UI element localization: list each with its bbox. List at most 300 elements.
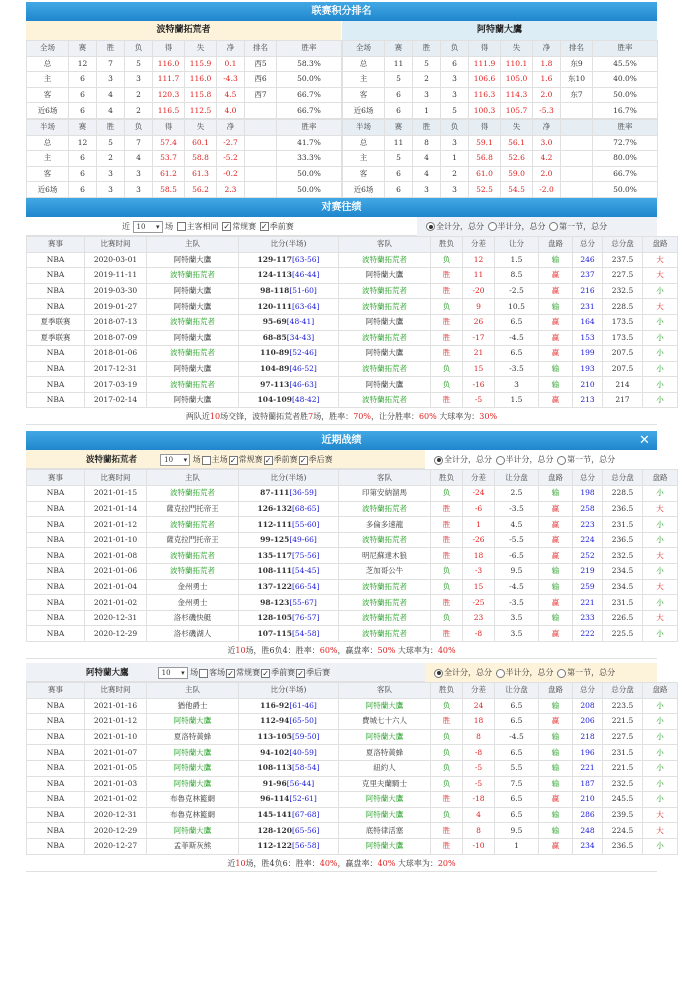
- match-cell[interactable]: 阿特蘭大鷹: [339, 792, 431, 808]
- recent-away-venue-checkbox[interactable]: [199, 669, 208, 678]
- standings-cell: 60.1: [185, 135, 217, 151]
- recent-away-radio-half[interactable]: [496, 669, 505, 678]
- recent-title: 近期战绩: [321, 435, 362, 447]
- standings-cell: 116.0: [153, 56, 185, 72]
- match-row: [27, 346, 678, 362]
- match-header-cell: 客队: [339, 236, 431, 252]
- score: 98-123: [260, 597, 290, 607]
- match-cell[interactable]: 波特蘭拓荒者: [339, 532, 431, 548]
- standings-cell: 6: [69, 151, 97, 167]
- match-cell[interactable]: 波特蘭拓荒者: [147, 486, 239, 502]
- match-cell[interactable]: 阿特蘭大鷹: [147, 776, 239, 792]
- match-cell: -2.5: [495, 283, 539, 299]
- standings-header-cell: 得: [153, 41, 185, 57]
- match-cell[interactable]: 波特蘭拓荒者: [339, 330, 431, 346]
- standings-cell: 5: [441, 103, 469, 119]
- standings-cell: 近6场: [27, 182, 69, 198]
- recent-away-radio-first-label: 第一节，总分: [567, 668, 616, 677]
- standings-cell: 6: [385, 166, 413, 182]
- standings-cell: 45.5%: [593, 56, 658, 72]
- half-score: [46-63]: [289, 379, 317, 389]
- recent-away-filter: [26, 663, 657, 682]
- recent-away-radio-first[interactable]: [557, 669, 566, 678]
- match-cell: 1: [495, 838, 539, 854]
- match-cell: 6.5: [495, 745, 539, 761]
- recent-home-regular-label: 常规赛: [238, 455, 263, 465]
- match-row: [27, 579, 678, 595]
- standings-cell: 58.5: [153, 182, 185, 198]
- match-cell[interactable]: 薩克拉門托帝王: [147, 532, 239, 548]
- match-cell: 负: [431, 807, 463, 823]
- match-cell: 248: [573, 823, 603, 839]
- home-half-table: [26, 119, 341, 198]
- h2h-preseason-checkbox[interactable]: ✓: [260, 222, 268, 232]
- score-cell: [239, 548, 339, 564]
- rh-sum-4: 大球率为：: [395, 646, 438, 655]
- match-cell: 234.5: [603, 564, 643, 580]
- score: 107-115: [257, 628, 292, 638]
- match-cell: 196: [573, 745, 603, 761]
- match-cell: 2020-12-29: [85, 626, 147, 642]
- standings-header-cell: 胜: [97, 41, 125, 57]
- recent-home-radio-first[interactable]: [557, 456, 566, 465]
- half-score: [48-42]: [291, 395, 320, 405]
- match-cell[interactable]: 洛杉磯快艇: [147, 610, 239, 626]
- match-cell: 负: [431, 361, 463, 377]
- match-cell: 246: [573, 252, 603, 268]
- match-cell: 输: [539, 579, 573, 595]
- match-cell[interactable]: 阿特蘭大鷹: [339, 346, 431, 362]
- half-score: [58-54]: [291, 763, 320, 773]
- match-cell: NBA: [27, 361, 85, 377]
- match-cell[interactable]: 波特蘭拓荒者: [147, 314, 239, 330]
- ra-sum-n: 10: [235, 858, 246, 868]
- match-cell: -5.5: [495, 532, 539, 548]
- standings-row: [343, 72, 658, 88]
- match-cell[interactable]: 阿特蘭大鷹: [339, 838, 431, 854]
- match-cell: 负: [431, 729, 463, 745]
- score: 97-113: [260, 379, 290, 389]
- recent-home-radio-half[interactable]: [496, 456, 505, 465]
- match-cell: 21: [463, 346, 495, 362]
- match-cell: -26: [463, 532, 495, 548]
- match-header-cell: 胜负: [431, 470, 463, 486]
- match-cell[interactable]: 波特蘭拓荒者: [339, 579, 431, 595]
- match-cell: -5: [463, 392, 495, 408]
- score: 99-125: [260, 535, 290, 545]
- recent-away-count-select[interactable]: 10 ▾: [158, 667, 188, 679]
- standings-cell: 3: [441, 72, 469, 88]
- match-header-cell: 主队: [147, 470, 239, 486]
- standings-cell: 主: [343, 72, 385, 88]
- match-cell[interactable]: 芝加哥公牛: [339, 564, 431, 580]
- match-cell: NBA: [27, 548, 85, 564]
- match-cell: 2020-03-01: [85, 252, 147, 268]
- h2h-radio-full[interactable]: [426, 222, 435, 231]
- h2h-sum-br: 30%: [479, 412, 498, 422]
- match-row: [27, 760, 678, 776]
- half-score: [52-61]: [289, 794, 317, 804]
- recent-home-preseason-checkbox[interactable]: ✓: [264, 455, 272, 465]
- match-cell[interactable]: 紐約人: [339, 760, 431, 776]
- match-cell: 1.5: [495, 252, 539, 268]
- match-cell: 234: [573, 838, 603, 854]
- match-cell: 小: [643, 283, 678, 299]
- standings-header-cell: 半场: [343, 119, 385, 135]
- standings-cell: [561, 103, 593, 119]
- match-cell: 252: [573, 548, 603, 564]
- standings-cell: 2: [441, 166, 469, 182]
- match-cell: 2021-01-16: [85, 698, 147, 714]
- ra-sum-wr: 40%: [319, 858, 338, 868]
- score: 112-122: [257, 841, 292, 851]
- match-cell: 8.5: [495, 268, 539, 284]
- match-cell[interactable]: 波特蘭拓荒者: [339, 252, 431, 268]
- match-cell: 227.5: [603, 268, 643, 284]
- match-header-cell: 分差: [463, 683, 495, 699]
- match-cell[interactable]: 阿特蘭大鷹: [147, 714, 239, 730]
- h2h-radio-first-label: 第一节，总分: [559, 221, 608, 231]
- score: 145-141: [257, 810, 292, 820]
- match-row: [27, 838, 678, 854]
- h2h-title: 对赛往绩: [26, 198, 657, 217]
- match-cell: 18: [463, 548, 495, 564]
- score-cell: [239, 564, 339, 580]
- standings-cell: [245, 182, 277, 198]
- match-row: [27, 299, 678, 315]
- match-cell: -16: [463, 377, 495, 393]
- h2h-suffix: 场: [165, 221, 174, 231]
- recent-away-preseason-label: 季前赛: [271, 668, 296, 677]
- h2h-regular-checkbox[interactable]: ✓: [223, 222, 231, 232]
- standings-cell: 5: [385, 151, 413, 167]
- standings-cell: 东9: [561, 56, 593, 72]
- score: 137-122: [257, 581, 292, 591]
- standings-header-cell: 胜率: [593, 41, 658, 57]
- match-cell: 胜: [431, 392, 463, 408]
- match-cell[interactable]: 阿特蘭大鷹: [147, 760, 239, 776]
- standings-header-cell: 胜: [413, 119, 441, 135]
- match-cell[interactable]: 波特蘭拓荒者: [339, 392, 431, 408]
- standings-header-cell: 净: [217, 119, 245, 135]
- score: 120-111: [257, 301, 292, 311]
- match-header-cell: 比分(半场): [239, 236, 339, 252]
- match-cell: 小: [643, 838, 678, 854]
- match-cell[interactable]: 波特蘭拓荒者: [339, 283, 431, 299]
- half-score: [34-43]: [286, 332, 315, 342]
- match-cell: 199: [573, 346, 603, 362]
- score: 112-111: [257, 519, 292, 529]
- match-cell: 9.5: [495, 564, 539, 580]
- match-cell[interactable]: 波特蘭拓荒者: [147, 346, 239, 362]
- standings-header-row: [27, 119, 342, 135]
- standings-header-row: [343, 41, 658, 57]
- match-cell[interactable]: 波特蘭拓荒者: [339, 610, 431, 626]
- match-row: [27, 314, 678, 330]
- match-cell[interactable]: 波特蘭拓荒者: [147, 564, 239, 580]
- recent-home-venue-label: 主场: [211, 455, 228, 465]
- standings-header-cell: 失: [185, 119, 217, 135]
- match-row: [27, 486, 678, 502]
- recent-home-venue-checkbox[interactable]: [202, 456, 211, 465]
- match-cell[interactable]: 多倫多速龍: [339, 517, 431, 533]
- match-header-row: [27, 236, 678, 252]
- standings-cell: 1: [413, 103, 441, 119]
- match-cell[interactable]: 猶他爵士: [147, 698, 239, 714]
- score: 108-111: [257, 566, 292, 576]
- match-row: [27, 714, 678, 730]
- score: 96-114: [260, 794, 290, 804]
- analysis-page: [26, 2, 668, 872]
- recent-home-count-select[interactable]: 10 ▾: [160, 454, 190, 466]
- standings-cell: 西7: [245, 87, 277, 103]
- match-cell: 259: [573, 579, 603, 595]
- match-cell: 228.5: [603, 486, 643, 502]
- match-cell[interactable]: 波特蘭拓荒者: [339, 595, 431, 611]
- match-cell: NBA: [27, 346, 85, 362]
- match-cell[interactable]: 阿特蘭大鷹: [339, 377, 431, 393]
- standings-row: [27, 135, 342, 151]
- match-cell: 3.5: [495, 626, 539, 642]
- match-cell[interactable]: 印第安納溜馬: [339, 486, 431, 502]
- score: 98-118: [260, 286, 290, 296]
- standings-cell: 59.1: [469, 135, 501, 151]
- match-cell[interactable]: 波特蘭拓荒者: [147, 548, 239, 564]
- half-score: [55-67]: [289, 597, 317, 607]
- standings-cell: 6: [385, 182, 413, 198]
- match-cell[interactable]: 阿特蘭大鷹: [147, 252, 239, 268]
- recent-away-regular-checkbox[interactable]: ✓: [227, 668, 234, 678]
- match-header-cell: 主队: [147, 683, 239, 699]
- standings-header-cell: 赛: [69, 119, 97, 135]
- half-score: [52-46]: [289, 348, 317, 358]
- match-cell[interactable]: 布魯克林籃網: [147, 792, 239, 808]
- match-cell: 237.5: [603, 252, 643, 268]
- h2h-same-home-checkbox[interactable]: [177, 222, 186, 231]
- recent-home-post-checkbox[interactable]: ✓: [299, 455, 307, 465]
- match-cell: 218: [573, 729, 603, 745]
- match-cell: 输: [539, 698, 573, 714]
- match-cell[interactable]: 克里夫蘭騎士: [339, 776, 431, 792]
- match-cell: 小: [643, 392, 678, 408]
- match-header-cell: 客队: [339, 470, 431, 486]
- match-cell: 输: [539, 299, 573, 315]
- match-cell: 小: [643, 729, 678, 745]
- match-cell: 232.5: [603, 283, 643, 299]
- match-cell[interactable]: 夏洛特黃蜂: [339, 745, 431, 761]
- match-cell: NBA: [27, 729, 85, 745]
- match-header-cell: 胜负: [431, 683, 463, 699]
- match-cell[interactable]: 費城七十六人: [339, 714, 431, 730]
- match-cell: 221.5: [603, 714, 643, 730]
- match-cell: 223.5: [603, 698, 643, 714]
- recent-away-post-checkbox[interactable]: ✓: [297, 668, 304, 678]
- match-cell: 164: [573, 314, 603, 330]
- match-cell: 胜: [431, 838, 463, 854]
- recent-away-radio-full[interactable]: [434, 669, 443, 678]
- standings-cell: 56.1: [501, 135, 533, 151]
- recent-away-preseason-checkbox[interactable]: ✓: [262, 668, 269, 678]
- match-cell: 1: [463, 517, 495, 533]
- standings-header-cell: 得: [153, 119, 185, 135]
- standings-cell: 105.0: [501, 72, 533, 88]
- match-cell: 2.5: [495, 486, 539, 502]
- match-cell[interactable]: 阿特蘭大鷹: [147, 823, 239, 839]
- match-cell[interactable]: 阿特蘭大鷹: [147, 330, 239, 346]
- score: 124-113: [257, 270, 292, 280]
- ra-sum-hr: 40%: [377, 858, 396, 868]
- standings-header-cell: 排名: [245, 41, 277, 57]
- standings-cell: 4: [125, 151, 153, 167]
- match-cell: 5.5: [495, 760, 539, 776]
- standings-header-cell: [561, 119, 593, 135]
- h2h-sum-4: ，让分胜率：: [370, 412, 419, 422]
- match-cell: 153: [573, 330, 603, 346]
- recent-home-post-label: 季后赛: [308, 455, 333, 465]
- standings-header-cell: 负: [441, 41, 469, 57]
- score-cell: [239, 314, 339, 330]
- standings-cell: 4: [97, 103, 125, 119]
- match-cell: 206: [573, 714, 603, 730]
- recent-home-radio-full[interactable]: [434, 456, 443, 465]
- match-cell[interactable]: 阿特蘭大鷹: [339, 268, 431, 284]
- standings-cell: 7: [97, 56, 125, 72]
- match-cell[interactable]: 阿特蘭大鷹: [147, 299, 239, 315]
- score: 104-89: [260, 363, 290, 373]
- half-score: [59-50]: [291, 732, 320, 742]
- standings-header-cell: 赛: [69, 41, 97, 57]
- match-cell[interactable]: 波特蘭拓荒者: [339, 626, 431, 642]
- standings-header-cell: 胜: [413, 41, 441, 57]
- standings-home-team: 波特蘭拓荒者: [26, 21, 341, 40]
- score-cell: [239, 807, 339, 823]
- score-cell: [239, 252, 339, 268]
- match-cell: 207.5: [603, 346, 643, 362]
- standings-cell: 61.3: [185, 166, 217, 182]
- match-cell: NBA: [27, 745, 85, 761]
- match-cell[interactable]: 阿特蘭大鷹: [147, 745, 239, 761]
- match-cell[interactable]: 波特蘭拓荒者: [147, 377, 239, 393]
- half-score: [66-54]: [291, 581, 320, 591]
- match-cell: 24: [463, 698, 495, 714]
- score-cell: [239, 346, 339, 362]
- standings-cell: -0.2: [217, 166, 245, 182]
- match-cell[interactable]: 阿特蘭大鷹: [339, 698, 431, 714]
- recent-home-regular-checkbox[interactable]: ✓: [229, 455, 237, 465]
- match-cell[interactable]: 夏洛特黃蜂: [147, 729, 239, 745]
- match-cell: -24: [463, 486, 495, 502]
- match-cell[interactable]: 波特蘭拓荒者: [339, 299, 431, 315]
- match-cell: 赢: [539, 838, 573, 854]
- recent-home-team: 波特蘭拓荒者: [86, 455, 138, 466]
- match-row: [27, 823, 678, 839]
- h2h-count-select[interactable]: 10 ▾: [133, 221, 163, 233]
- match-cell[interactable]: 金州勇士: [147, 595, 239, 611]
- match-cell[interactable]: 阿特蘭大鷹: [339, 807, 431, 823]
- standings-away-team: 阿特蘭大鷹: [342, 21, 657, 40]
- match-cell: 15: [463, 579, 495, 595]
- match-cell[interactable]: 阿特蘭大鷹: [339, 729, 431, 745]
- match-header-cell: 比赛时间: [85, 470, 147, 486]
- match-cell: 4.5: [495, 517, 539, 533]
- match-cell[interactable]: 布魯克林籃網: [147, 807, 239, 823]
- close-icon[interactable]: ✕: [639, 433, 650, 449]
- match-cell: 输: [539, 252, 573, 268]
- match-cell[interactable]: 底特律活塞: [339, 823, 431, 839]
- standings-header-cell: 得: [469, 119, 501, 135]
- match-cell: 输: [539, 486, 573, 502]
- rh-sum-1: 近: [227, 646, 236, 655]
- match-cell[interactable]: 阿特蘭大鷹: [147, 283, 239, 299]
- standings-cell: 3: [413, 87, 441, 103]
- match-cell: 231: [573, 299, 603, 315]
- match-cell: 2021-01-03: [85, 776, 147, 792]
- half-score: [56-58]: [291, 841, 320, 851]
- match-header-cell: 让分盘: [495, 470, 539, 486]
- match-cell[interactable]: 阿特蘭大鷹: [339, 314, 431, 330]
- h2h-radio-half[interactable]: [488, 222, 497, 231]
- h2h-summary: [26, 408, 657, 425]
- standings-cell: 客: [27, 166, 69, 182]
- match-cell[interactable]: 波特蘭拓荒者: [339, 361, 431, 377]
- score-cell: [239, 361, 339, 377]
- match-cell: 小: [643, 377, 678, 393]
- standings-cell: 3: [441, 182, 469, 198]
- standings-cell: 6: [69, 87, 97, 103]
- score-cell: [239, 283, 339, 299]
- standings-header-cell: 赛: [385, 41, 413, 57]
- standings-cell: 主: [27, 72, 69, 88]
- standings-cell: 33.3%: [277, 151, 342, 167]
- match-row: [27, 532, 678, 548]
- match-cell: NBA: [27, 760, 85, 776]
- standings-cell: 116.0: [185, 72, 217, 88]
- half-score: [56-44]: [286, 778, 315, 788]
- match-cell[interactable]: 明尼蘇達木狼: [339, 548, 431, 564]
- match-cell: 173.5: [603, 314, 643, 330]
- standings-cell: 1.6: [533, 72, 561, 88]
- match-cell: 2020-12-29: [85, 823, 147, 839]
- standings-cell: 41.7%: [277, 135, 342, 151]
- match-cell[interactable]: 阿特蘭大鷹: [147, 361, 239, 377]
- match-cell: 小: [643, 330, 678, 346]
- match-cell: 胜: [431, 823, 463, 839]
- h2h-radio-first[interactable]: [549, 222, 558, 231]
- standings-row: [27, 182, 342, 198]
- match-cell: 赢: [539, 501, 573, 517]
- match-cell[interactable]: 洛杉磯湖人: [147, 626, 239, 642]
- match-cell: 2021-01-06: [85, 564, 147, 580]
- match-cell[interactable]: 孟菲斯灰熊: [147, 838, 239, 854]
- match-cell[interactable]: 薩克拉門托帝王: [147, 501, 239, 517]
- match-cell: 173.5: [603, 330, 643, 346]
- standings-cell: 50.0%: [277, 166, 342, 182]
- standings-header-cell: 失: [185, 41, 217, 57]
- match-cell: -3.5: [495, 361, 539, 377]
- match-cell[interactable]: 波特蘭拓荒者: [147, 268, 239, 284]
- standings-cell: 5: [413, 56, 441, 72]
- standings-header-cell: 负: [441, 119, 469, 135]
- match-cell: 26: [463, 314, 495, 330]
- match-cell: -5: [463, 776, 495, 792]
- standings-cell: 11: [385, 135, 413, 151]
- match-cell[interactable]: 阿特蘭大鷹: [147, 392, 239, 408]
- match-cell: 233: [573, 610, 603, 626]
- match-cell: 207.5: [603, 361, 643, 377]
- match-cell[interactable]: 金州勇士: [147, 579, 239, 595]
- match-cell[interactable]: 波特蘭拓荒者: [147, 517, 239, 533]
- match-cell[interactable]: 波特蘭拓荒者: [339, 501, 431, 517]
